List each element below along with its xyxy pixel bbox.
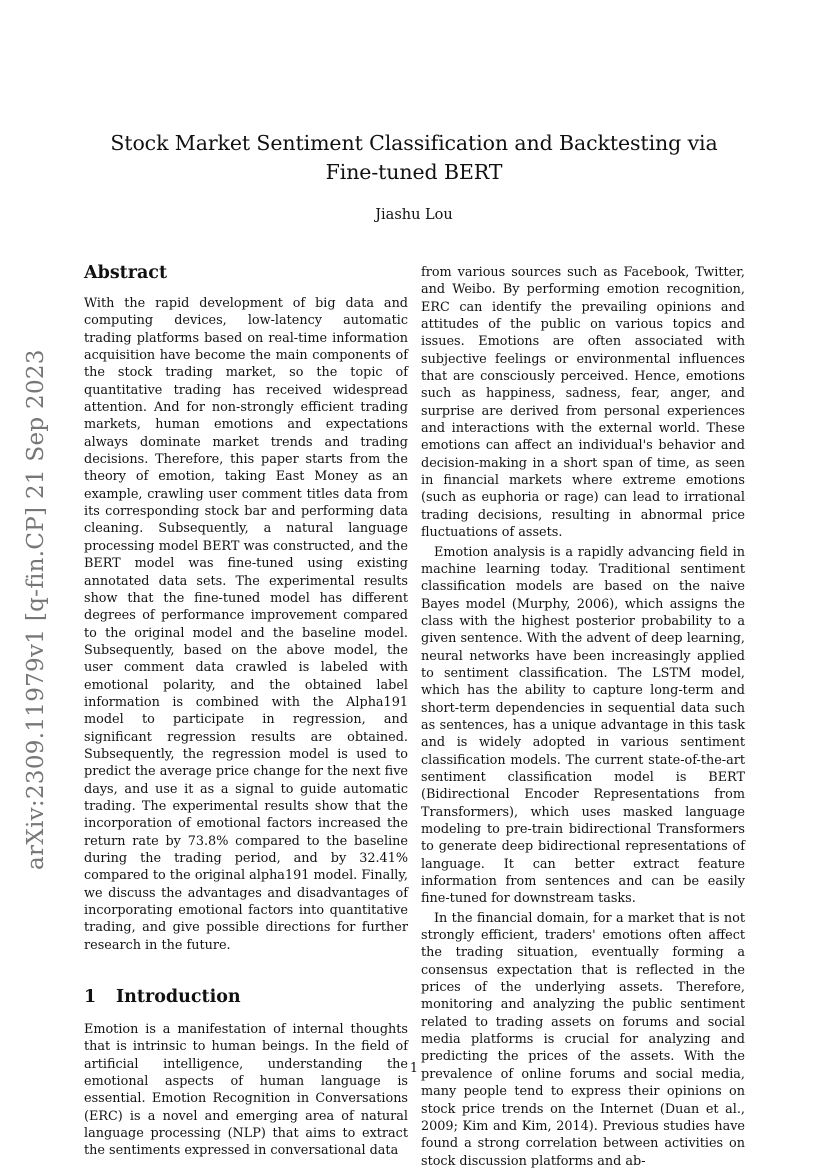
paper-author: Jiashu Lou [375,207,453,223]
right-column [421,264,745,1170]
intro-paragraph-2: Emotion analysis is a rapidly advancing field in machine learning today. Traditional sentiment classification models are based on the naive Bayes model (Murphy, 2006), which assigns the class with the highest posterior probability to a given sentence. With the advent of deep learning, neural networks have been increasingly applied to sentiment classification. The LSTM model, which has the ability to capture long-term and short-term dependencies in sequential data such as sentences, has a unique advantage in this task and is widely adopted in various sentiment classification models. The current state-of-the-art sentiment classification model is BERT (Bidirectional Encoder Representations from Transformers), which uses masked language modeling to pre-train bidirectional Transformers to generate deep bidirectional representations of language. It can better extract feature information from sentences and can be easily fine-tuned for downstream tasks. [421,544,745,907]
paper-title-line-2: Fine-tuned BERT [325,160,503,184]
section-title: Introduction [116,987,241,1008]
paper-title-line-1: Stock Market Sentiment Classification and Backtesting via [110,131,718,155]
arxiv-identifier-stamp: arXiv:2309.11979v1 [q-fin.CP] 21 Sep 2023 [23,349,49,870]
section-heading-introduction [84,986,408,1008]
page-number: 1 [409,1061,419,1076]
abstract-heading: Abstract [84,263,168,283]
intro-paragraph-3: In the financial domain, for a market that is not strongly efficient, traders' emotions often affect the trading situation, eventually forming a consensus expectation that is reflected in the prices of the underlying assets. Therefore, monitoring and analyzing the public sentiment related to trading assets on forums and social media platforms is crucial for analyzing and predicting the prices of the assets. With the prevalence of online forums and social media, many people tend to express their opinions on stock price trends on the Internet (Duan et al., 2009; Kim and Kim, 2014). Previous studies have found a strong correlation between activities on stock discussion platforms and ab- [421,910,745,1169]
intro-paragraph-1-start: Emotion is a manifestation of internal thoughts that is intrinsic to human beings. In the field of artificial intelligence, understanding the emotional aspects of human language is essential. Emotion Recognition in Conversations (ERC) is a novel and emerging area of natural language processing (NLP) that aims to extract the sentiments expressed in conversational data [84,1022,408,1159]
abstract-text: With the rapid development of big data and computing devices, low-latency automatic trading platforms based on real-time information acquisition have become the main components of the stock trading market, so the topic of quantitative trading has received widespread attention. And for non-strongly efficient trading markets, human emotions and expectations always dominate market trends and trading decisions. Therefore, this paper starts from the theory of emotion, taking East Money as an example, crawling user comment titles data from its corresponding stock bar and performing data cleaning. Subsequently, a natural language processing model BERT was constructed, and the BERT model was fine-tuned using existing annotated data sets. The experimental results show that the fine-tuned model has different degrees of performance improvement compared to the original model and the baseline model. Subsequently, based on the above model, the user comment data crawled is labeled with emotional polarity, and the obtained label information is combined with the Alpha191 model to participate in regression, and significant regression results are obtained. Subsequently, the regression model is used to predict the average price change for the next five days, and use it as a signal to guide automatic trading. The experimental results show that the incorporation of emotional factors increased the return rate by 73.8% compared to the baseline during the trading period, and by 32.41% compared to the original alpha191 model. Finally, we discuss the advantages and disadvantages of incorporating emotional factors into quantitative trading, and give possible directions for further research in the future. [84,296,408,953]
left-column [84,262,408,1160]
intro-paragraph-1-continued: from various sources such as Facebook, Twitter, and Weibo. By performing emotion recognition, ERC can identify the prevailing opinions and attitudes of the public on various topics and issues. Emotions are often associated with subjective feelings or environmental influences that are consciously perceived. Hence, emotions such as happiness, sadness, fear, anger, and surprise are derived from personal experiences and interactions with the external world. These emotions can affect an individual's behavior and decision-making in a short span of time, as seen in financial markets where extreme emotions (such as euphoria or rage) can lead to irrational trading decisions, resulting in abnormal price fluctuations of assets. [421,265,745,541]
paper-title [90,129,738,187]
section-number: 1 [84,987,97,1008]
